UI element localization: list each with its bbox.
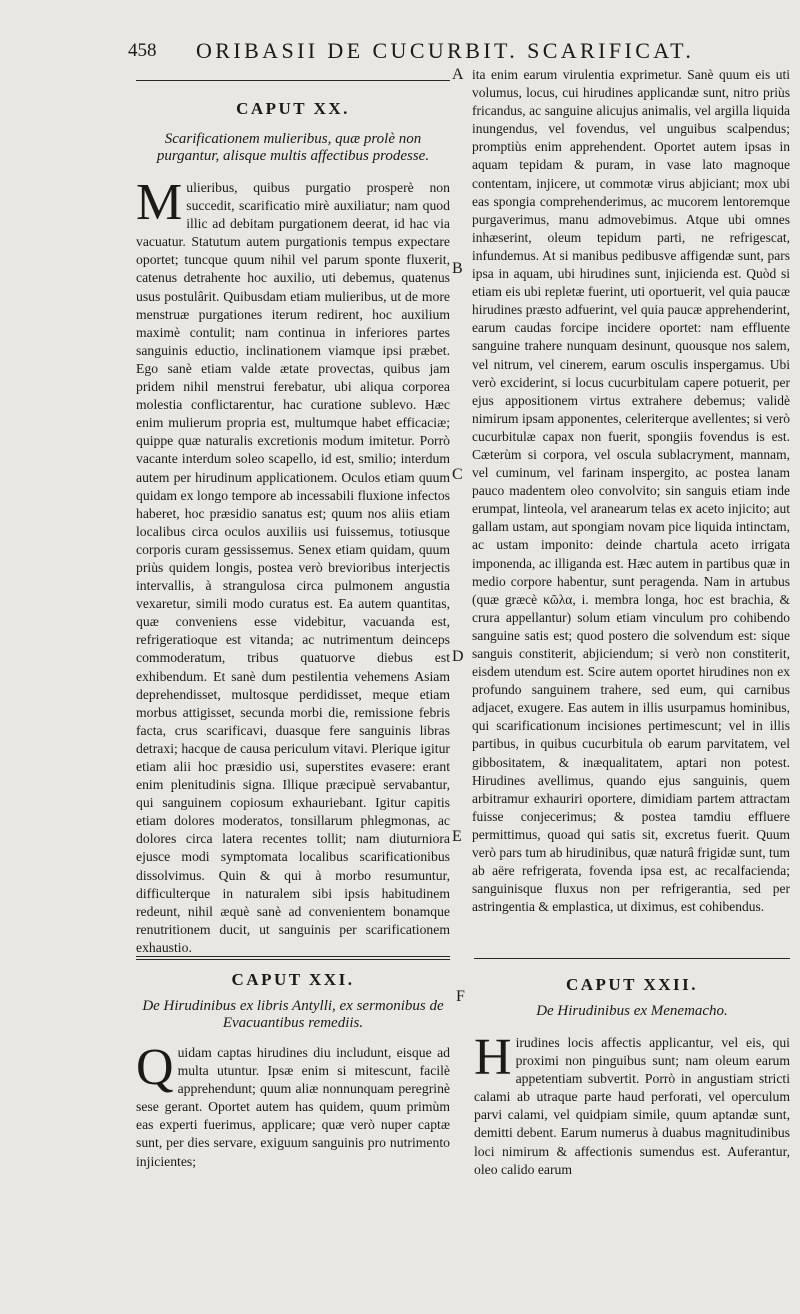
- chapter-21-subtitle: De Hirudinibus ex libris Antylli, ex sermonibus de Evacuantibus remediis.: [142, 998, 444, 1031]
- header-rule: [136, 80, 450, 81]
- section-rule: [136, 956, 450, 960]
- chapter-21-title: CAPUT XXI.: [231, 970, 355, 989]
- running-head: [0, 36, 800, 66]
- chapter-20-subtitle: Scarificationem mulieribus, quæ prolè non purgantur, alisque multis affectibus prodesse.: [156, 131, 430, 164]
- chapter-22-title: CAPUT XXII.: [565, 975, 699, 994]
- marginal-letter-c: C: [452, 466, 463, 483]
- chapter-20: [136, 72, 450, 957]
- chapter-20-body: [136, 174, 450, 957]
- chapter-21-body: [136, 1039, 450, 1171]
- page-number: 458: [128, 40, 157, 61]
- marginal-letter-e: E: [452, 828, 462, 845]
- right-column: [472, 66, 790, 916]
- chapter-22-subtitle: De Hirudinibus ex Menemacho.: [536, 1003, 728, 1019]
- chapter-22-text: irudines locis affectis applicantur, vel eis, qui proximi non pinguibus sunt; nam oleum earum appetentiam subvertit. Porrò in angustiam stricti calami ab utraque parte haud perforati, vel operculum parvi calami, vel quidpiam simile, quum aptandæ sunt, demitti debent. Earum numerus à duabus magnitudinibus loci nimirum & affectionis sumendus est. Auferantur, oleo calido earum: [474, 1035, 790, 1177]
- chapter-21: [136, 972, 450, 1171]
- running-title: ORIBASII DE CUCURBIT. SCARIFICAT.: [196, 38, 695, 63]
- marginal-letter-f: F: [456, 988, 465, 1005]
- section-rule: [474, 958, 790, 959]
- chapter-20-title: CAPUT XX.: [236, 99, 350, 118]
- chapter-21-text: uidam captas hirudines diu includunt, eisque ad multa utuntur. Ipsæ enim si mitescunt, facilè apprehendunt; quum aliæ nonnunquam peregrinè sese gerant. Oportet autem has quidem, quum primùm eas experti fuerimus, applicare; quæ verò nuper captæ sunt, per dies servare, exiguum sanguinis pro nutrimento injicientes;: [136, 1045, 450, 1169]
- marginal-letter-b: B: [452, 260, 463, 277]
- marginal-letter-d: D: [452, 648, 464, 665]
- marginal-letter-a: A: [452, 66, 464, 83]
- dropcap: Q: [136, 1039, 174, 1096]
- dropcap: H: [474, 1029, 512, 1086]
- chapter-22: [474, 958, 790, 1179]
- right-column-body: ita enim earum virulentia exprimetur. Sanè quum eis uti volumus, locus, cui hirudines applicandæ sunt, nitro priùs fricandus, ac sanguine alicujus animalis, vel argilla liquida inungendus, vel fovendus, vel unguibus scalpendus; promptiùs enim apprehendent. Oportet autem ipsas in aquam tepidam & puram, in vase lato magnoque contentam, injicere, ut commotæ virus abjiciant; mox ubi eas spongia comprehenderimus, ac mucorem lentoremque purgaverimus, manu admovebimus. Atque ubi omnes inhæserint, oleum tepidum parti, ne refrigescat, infundemus. At si manibus pedibusve affigendæ sunt, pars ipsa in aquam, ubi hirudines sunt, injicienda est. Quòd si etiam eis ubi repletæ fuerint, uti oportuerit, vel quia paucæ hirudines præsto adfuerint, vel quia paucæ apprehenderint, earum caudas forcipe incidere oportet: nam effluente sanguine trahere nunquam desinunt, quousque nos salem, vel nitrum, vel cinerem, earum osculis inspergamus. Ubi verò exciderint, si locus cucurbitulam capere potuerit, per ejus appositionem virtus extrahere debemus; validè nimirum ipsam apponentes, celeriterque avellentes; si verò cucurbitulæ capax non fuerit, spongiis fovendus is est. Cæterùm si corpora, vel oscula sublacryment, mannam, vel cuminum, vel farinam inspergito, ac postea lanam pauco madentem oleo convolvito; sin sanguis etiam inde erumpat, linteola, vel aranearum telas ex aceto injicito; aut gallam ustam, aut spongiam novam pice liquida intinctam, ac ustam imponito: deinde chartula aceto irrigata imponenda, ac illiganda est. Hæc autem in partibus quæ in medio corpore habentur, sunt peragenda. Nam in artubus (quæ græcè κῶλα, i. membra longa, hoc est brachia, & crura appellantur) solum etiam vinculum pro cohibendo sanguine satis est; quod postero die solvendum est: sique sanguis constiterit, abjiciendum; si verò non constiterit, eisdem utendum est. Scire autem oportet hirudines non ex profundo sanguinem trahere, sed eum, qui carnibus adjacet, exugere. Eas autem in illis usurpamus hominibus, qui scarificationum incisiones pertimescunt; vel in illis partibus, in quibus cucurbitula ob earum parvitatem, vel gibbositatem, & inæqualitatem, aptari non potest. Hirudines avellimus, quando ejus sanguinis, quem arbitramur exhauriri oportere, dimidiam partem attractam fuisse conjecerimus; & postea tamdiu effluere permittimus, quoad qui satis sit, excretus fuerit. Quum verò pars tum ab hirudinibus, quæ naturâ frigidæ sunt, tum ab aëre refrigerata, fovenda ipsa est, ac recalfacienda; sanguinisque fluxus non per refrigerantia, sed per astringentia & emplastica, ut diximus, est cohibendus.: [472, 67, 790, 915]
- dropcap: M: [136, 174, 183, 231]
- chapter-22-body: [474, 1029, 790, 1179]
- chapter-20-text: ulieribus, quibus purgatio prosperè non succedit, scarificatio mirè auxiliatur; nam quod illic ad debitam purgationem deerat, id hac via vacuatur. Statutum autem purgationis tempus expectare oportet; tuncque quum nihil vel parum sponte fluxerit, catenus detrahente hoc auxilio, uti debemus, quatenus usus postulârit. Quibusdam etiam mulieribus, ut de more menstruæ purgationes iterum redirent, hoc auxilium maximè contulit; nam continua in inferiores partes sanguinis eductio, inclinationem viamque ipsi præbet. Ego sanè etiam valde ætate provectas, quibus jam pridem nihil menstrui ferebatur, ubi aliqua corporea molestia conflictarentur, hac curatione sublevo. Hæc enim mulierum propria est, multumque habet efficaciæ; quippe quæ naturalis excretionis modum imitetur. Porrò vacante interdum soleo scapello, id est, smilio; interdum autem per hirudinum applicationem. Oculos etiam quum quidam ex longo tempore ab incessabili fluxione infectos haberet, hoc præsidio sanatus est; quum nos aliis etiam localibus circa oculos auxiliis usi fuissemus, totiusque corporis curam gessissemus. Senex etiam quidam, quum priùs quidem longis, postea verò brevioribus interjectis intervallis, à strangulosa circa pulmonem angustia vexaretur, simili modo curatus est. Ea autem quantitas, quæ conveniens esse videbitur, vacuanda est, refrigeratioque est vitanda; ac nutrimentum deinceps commoderatum, tribus quatuorve diebus est exhibendum. Et sanè dum pestilentia vehemens Asiam deprehendisset, multosque perdidisset, meque etiam morbus attigisset, secunda morbi die, remissione febris facta, crus scarificavi, duasque fere sanguinis libras detraxi; hacque de causa periculum vitavi. Plerique igitur etiam alii hoc præsidio usi, superstites evasere: erant enim plenitudinis signa. Illique præcipuè servabantur, qui sanguinem copiosum exhauriebant. Igitur capitis etiam dolores moderatos, tonsillarum phlegmonas, ac dolores circa latera recentes tollit; nam diuturniora ejusce modi symptomata localibus scarificationibus dissolvimus. Quin & qui à morbo resumuntur, difficulterque in naturalem sibi ipsis habitudinem redeunt, nihil æquè sanè ad convenientem bonamque renutritionem ducit, ut sanguinis per scarificationem exhaustio.: [136, 180, 450, 955]
